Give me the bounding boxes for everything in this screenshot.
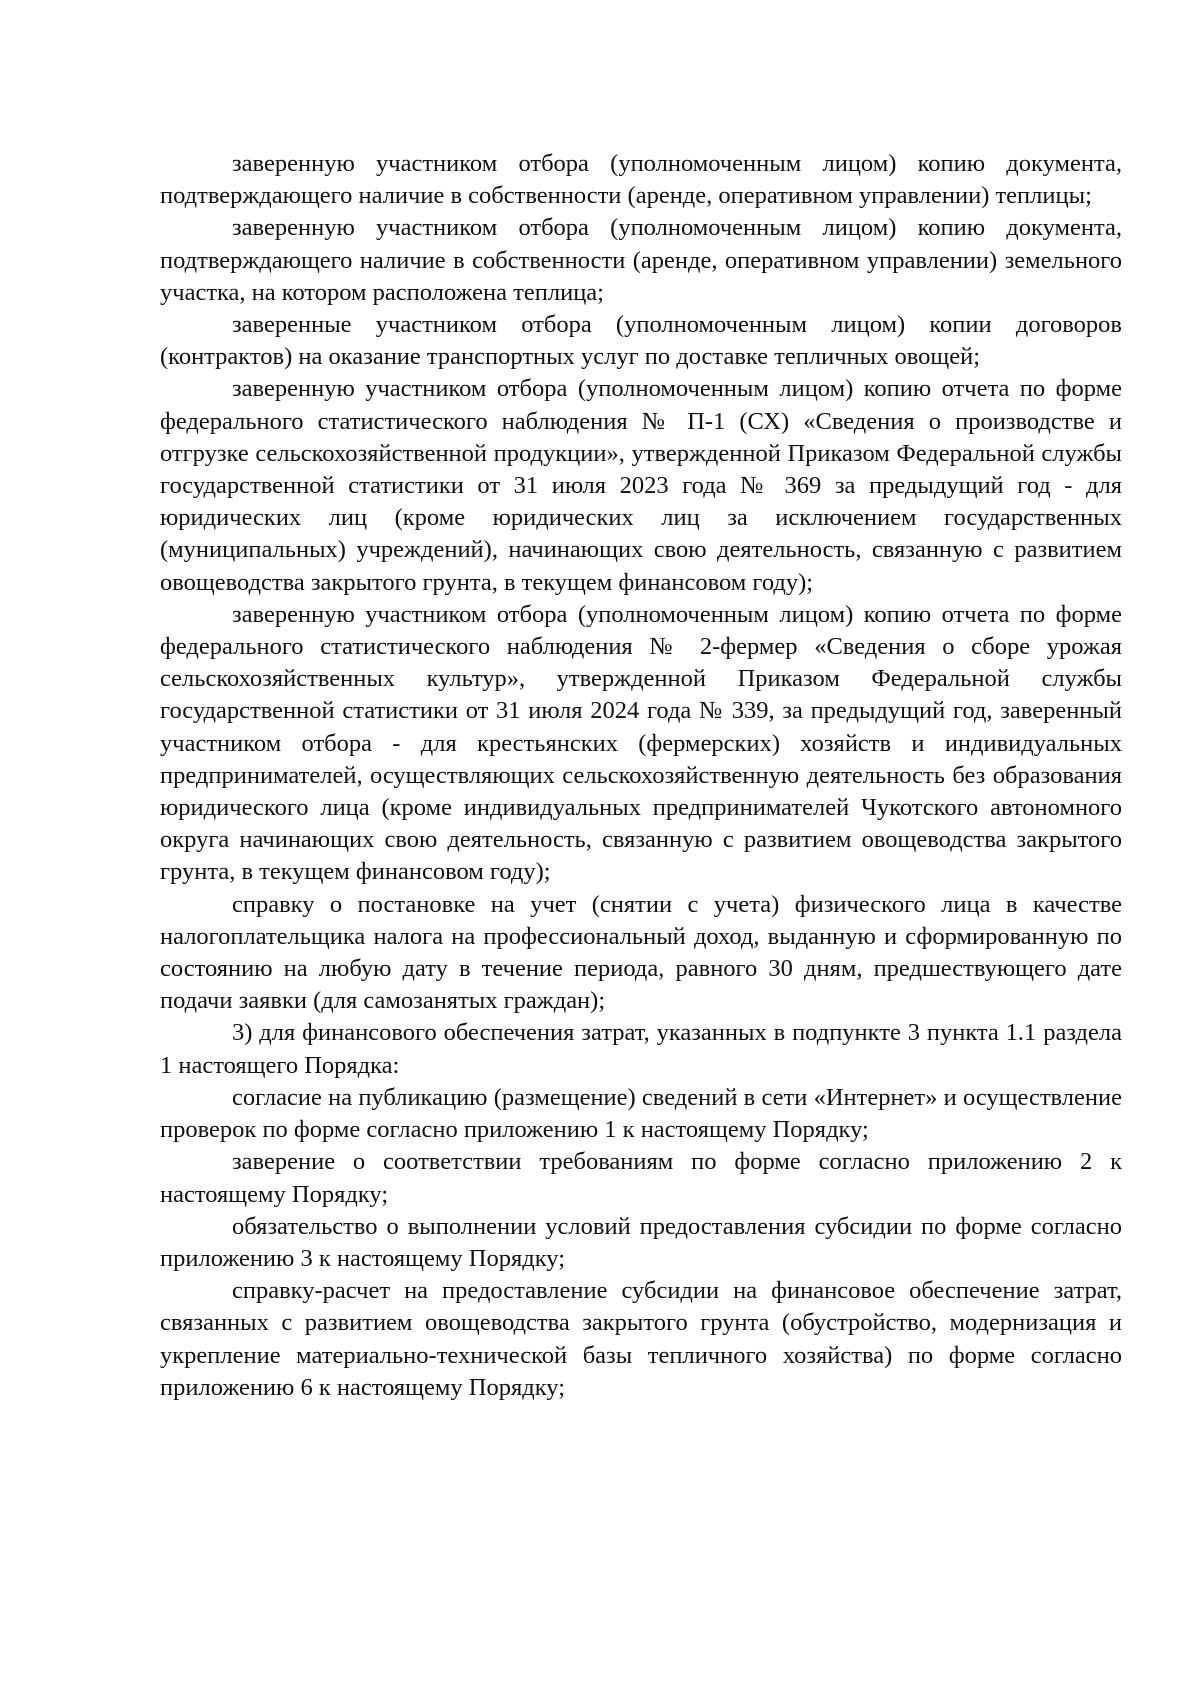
paragraph-self-employed-certificate: справку о постановке на учет (снятии с учета) физического лица в качестве налогоплательщика налога на профессиональный доход, выданную и сформированную по состоянию на любую дату в течение периода, равного 30 дням, предшествующего дате подачи заявки (для самозанятых граждан); — [160, 890, 1122, 1015]
paragraph-calculation-certificate: справку-расчет на предоставление субсидии на финансовое обеспечение затрат, связанных с развитием овощеводства закрытого грунта (обустройство, модернизация и укрепление материально-технической базы тепличного хозяйства) по форме согласно приложению 6 к настоящему Порядку; — [160, 1277, 1122, 1401]
paragraph-consent-publication: согласие на публикацию (размещение) сведений в сети «Интернет» и осуществление проверок по форме согласно приложению 1 к настоящему Порядку; — [160, 1083, 1122, 1144]
paragraph-obligation: обязательство о выполнении условий предоставления субсидии по форме согласно приложению 3 к настоящему Порядку; — [160, 1212, 1122, 1272]
paragraph-certified-copy-land-plot: заверенную участником отбора (уполномоченным лицом) копию документа, подтверждающего наличие в собственности (аренде, оперативном управлении) земельного участка, на котором расположена теплица; — [160, 214, 1122, 306]
paragraph-compliance-assurance: заверение о соответствии требованиям по форме согласно приложению 2 к настоящему Порядку; — [160, 1148, 1122, 1208]
paragraph-item-3-heading: 3) для финансового обеспечения затрат, указанных в подпункте 3 пункта 1.1 раздела 1 настоящего Порядка: — [160, 1019, 1122, 1079]
paragraph-report-2-farmer: заверенную участником отбора (уполномоченным лицом) копию отчета по форме федерального статистического наблюдения № 2-фермер «Сведения о сборе урожая сельскохозяйственных культур», утвержденной Приказом Федеральной службы государственной статистики от 31 июля 2024 года № 339, за предыдущий год, заверенный участником отбора - для крестьянских (фермерских) хозяйств и индивидуальных предпринимателей, осуществляющих сельскохозяйственную деятельность без образования юридического лица (кроме индивидуальных предпринимателей Чукотского автономного округа начинающих свою деятельность, связанную с развитием овощеводства закрытого грунта, в текущем финансовом году); — [160, 600, 1122, 886]
paragraph-report-p1-sh: заверенную участником отбора (уполномоченным лицом) копию отчета по форме федерального статистического наблюдения № П-1 (СХ) «Сведения о производстве и отгрузке сельскохозяйственной продукции», утвержденной Приказом Федеральной службы государственной статистики от 31 июля 2023 года № 369 за предыдущий год - для юридических лиц (кроме юридических лиц за исключением государственных (муниципальных) учреждений), начинающих свою деятельность, связанную с развитием овощеводства закрытого грунта, в текущем финансовом году); — [160, 375, 1122, 596]
paragraph-certified-copy-greenhouse: заверенную участником отбора (уполномоченным лицом) копию документа, подтверждающего наличие в собственности (аренде, оперативном управлении) теплицы; — [160, 150, 1122, 210]
document-body — [160, 148, 1122, 1404]
paragraph-transport-contracts: заверенные участником отбора (уполномоченным лицом) копии договоров (контрактов) на оказание транспортных услуг по доставке тепличных овощей; — [160, 311, 1122, 371]
